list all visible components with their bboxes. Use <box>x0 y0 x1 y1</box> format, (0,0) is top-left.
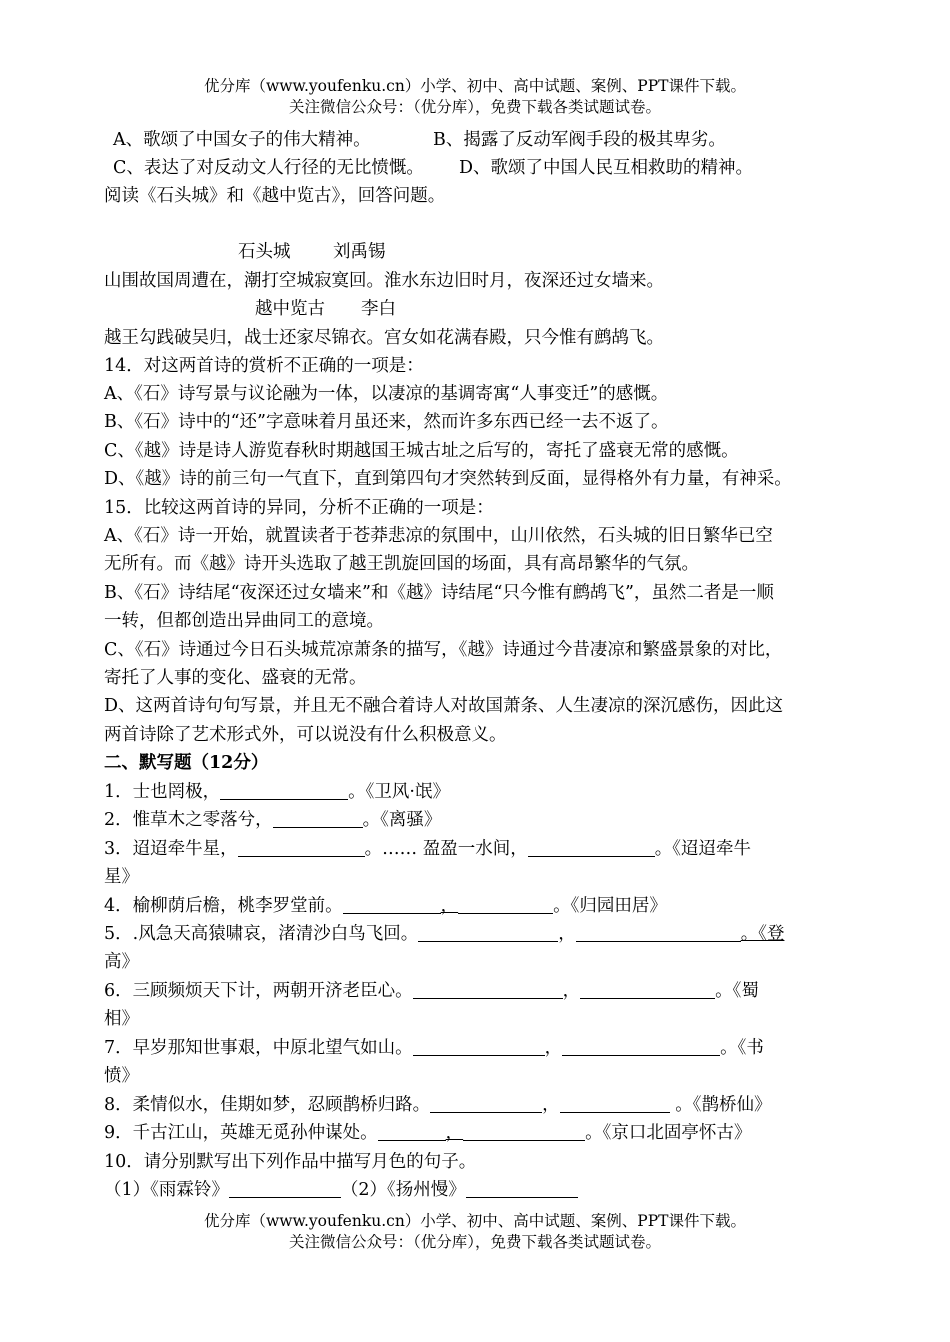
poem2-author: 李白 <box>361 299 396 319</box>
prev-option-a: A、歌颂了中国女子的伟大精神。 <box>113 130 371 150</box>
q3-answer-blank-2[interactable] <box>528 838 655 857</box>
q1-answer-blank[interactable] <box>220 781 348 800</box>
q7-source-continued: 愤》 <box>104 1066 139 1086</box>
section2-title: 二、默写题（12分） <box>104 753 269 773</box>
q1-source: 。《卫风·氓》 <box>348 782 450 802</box>
q2-prompt: 2．惟草木之零落兮， <box>104 810 273 830</box>
dictation-q8 <box>104 1093 771 1117</box>
q4-prompt: 4．榆柳荫后檐，桃李罗堂前。 <box>104 896 343 916</box>
q9-answer-blank-1[interactable] <box>378 1122 446 1141</box>
q14-option-a: A、《石》诗写景与议论融为一体，以凄凉的基调寄寓“人事变迁”的感慨。 <box>104 384 669 404</box>
q7-source: 。《书 <box>720 1038 764 1058</box>
q6-source-continued: 相》 <box>104 1009 139 1029</box>
dictation-q9 <box>104 1121 751 1145</box>
q14-option-c: C、《越》诗是诗人游览春秋时期越国王城古址之后写的，寄托了盛衰无常的感慨。 <box>104 441 739 461</box>
q5-prompt: 5．.风急天高猿啸哀，渚清沙白鸟飞回。 <box>104 924 419 944</box>
q9-prompt: 9．千古江山，英雄无觅孙仲谋处。 <box>104 1123 378 1143</box>
q6-prompt: 6．三顾频烦天下计，两朝开济老臣心。 <box>104 981 413 1001</box>
q3-prompt: 3．迢迢牵牛星， <box>104 839 238 859</box>
q15-option-b-line2: 一转，但都创造出异曲同工的意境。 <box>104 611 384 631</box>
q5-answer-blank-2[interactable] <box>576 923 741 942</box>
q4-answer-blank-2[interactable] <box>458 895 553 914</box>
q9-comma: ， <box>445 1123 464 1143</box>
poem2-text: 越王勾践破吴归，战士还家尽锦衣。宫女如花满春殿，只今惟有鹧鸪飞。 <box>104 328 664 348</box>
q5-comma: ， <box>558 924 576 944</box>
prev-option-b: B、揭露了反动军阀手段的极其卑劣。 <box>433 130 726 150</box>
q10-part1-blank[interactable] <box>229 1179 341 1198</box>
q7-prompt: 7．早岁那知世事艰，中原北望气如山。 <box>104 1038 413 1058</box>
q10-part2-label: （2）《扬州慢》 <box>340 1180 466 1200</box>
dictation-q6 <box>104 979 759 1003</box>
q5-answer-blank-1[interactable] <box>418 923 558 942</box>
dictation-q1 <box>104 780 450 804</box>
q3-source: 。《迢迢牵牛 <box>654 839 751 859</box>
footer-line-1: 优分库（www.youfenku.cn）小学、初中、高中试题、案例、PPT课件下载。 <box>203 1212 747 1230</box>
poem1-author: 刘禹锡 <box>333 242 386 262</box>
q8-comma: ， <box>542 1095 560 1115</box>
q1-prompt: 1．士也罔极， <box>104 782 221 802</box>
q10-part2-blank[interactable] <box>466 1179 578 1198</box>
q4-comma: ， <box>440 896 459 916</box>
q6-answer-blank-2[interactable] <box>580 980 715 999</box>
dictation-q3 <box>104 837 751 861</box>
q14-option-d: D、《越》诗的前三句一气直下，直到第四句才突然转到反面，显得格外有力量，有神采。 <box>104 469 792 489</box>
q14-stem: 14．对这两首诗的赏析不正确的一项是： <box>104 356 424 376</box>
q10-part1-label: （1）《雨霖铃》 <box>104 1180 229 1200</box>
q7-comma: ， <box>544 1038 563 1058</box>
q15-option-c-line1: C、《石》诗通过今日石头城荒凉萧条的描写，《越》诗通过今昔凄凉和繁盛景象的对比， <box>104 640 783 660</box>
q15-option-d-line1: D、这两首诗句句写景，并且无不融合着诗人对故国萧条、人生凄凉的深沉感伤，因此这 <box>104 696 784 716</box>
q6-source: 。《蜀 <box>715 981 759 1001</box>
dictation-q10-answers <box>104 1178 578 1202</box>
q15-stem: 15．比较这两首诗的异同，分析不正确的一项是： <box>104 498 494 518</box>
dictation-q5 <box>104 922 784 946</box>
header-line-1: 优分库（www.youfenku.cn）小学、初中、高中试题、案例、PPT课件下载。 <box>203 77 747 95</box>
q9-answer-blank-2[interactable] <box>463 1122 585 1141</box>
q3-answer-blank-1[interactable] <box>238 838 365 857</box>
q8-answer-blank-2[interactable] <box>560 1094 670 1113</box>
dictation-q2 <box>104 808 441 832</box>
prev-option-c: C、表达了对反动文人行径的无比愤慨。 <box>113 158 424 178</box>
q4-answer-blank-1[interactable] <box>343 895 441 914</box>
q9-source: 。《京口北固亭怀古》 <box>585 1123 752 1143</box>
q6-answer-blank-1[interactable] <box>413 980 563 999</box>
dictation-q7 <box>104 1036 764 1060</box>
q15-option-a-line1: A、《石》诗一开始，就置读者于苍莽悲凉的氛围中，山川依然，石头城的旧日繁华已空 <box>104 526 773 546</box>
q8-source: 。《鹊桥仙》 <box>669 1095 772 1115</box>
q15-option-a-line2: 无所有。而《越》诗开头选取了越王凯旋回国的场面，具有高昂繁华的气氛。 <box>104 554 699 574</box>
q10-stem: 10．请分别默写出下列作品中描写月色的句子。 <box>104 1152 477 1172</box>
q15-option-b-line1: B、《石》诗结尾“夜深还过女墙来”和《越》诗结尾“只今惟有鹧鸪飞”，虽然二者是一顺 <box>104 583 774 603</box>
q2-source: 。《离骚》 <box>362 810 442 830</box>
q3-source-continued: 星》 <box>104 867 139 887</box>
q8-answer-blank-1[interactable] <box>430 1094 542 1113</box>
q15-option-d-line2: 两首诗除了艺术形式外，可以说没有什么积极意义。 <box>104 725 507 745</box>
poem2-title: 越中览古 <box>255 299 325 319</box>
poem1-text: 山围故国周遭在，潮打空城寂寞回。淮水东边旧时月，夜深还过女墙来。 <box>104 271 664 291</box>
q5-source-continued: 高》 <box>104 952 139 972</box>
footer-line-2: 关注微信公众号：（优分库），免费下载各类试题试卷。 <box>288 1233 661 1251</box>
q3-middle: 。…… 盈盈一水间， <box>364 839 528 859</box>
q14-option-b: B、《石》诗中的“还”字意味着月虽还来，然而许多东西已经一去不返了。 <box>104 412 669 432</box>
q7-answer-blank-1[interactable] <box>413 1037 545 1056</box>
dictation-q4 <box>104 894 667 918</box>
q8-prompt: 8．柔情似水，佳期如梦，忍顾鹊桥归路。 <box>104 1095 431 1115</box>
q5-source: 。《登 <box>740 924 785 944</box>
q4-source: 。《归园田居》 <box>553 896 667 916</box>
q7-answer-blank-2[interactable] <box>562 1037 720 1056</box>
reading-intro: 阅读《石头城》和《越中览古》，回答问题。 <box>104 186 446 206</box>
q6-comma: ， <box>562 981 581 1001</box>
prev-option-d: D、歌颂了中国人民互相救助的精神。 <box>459 158 754 178</box>
q15-option-c-line2: 寄托了人事的变化、盛衰的无常。 <box>104 668 367 688</box>
header-line-2: 关注微信公众号：（优分库），免费下载各类试题试卷。 <box>288 98 661 116</box>
q2-answer-blank[interactable] <box>273 809 363 828</box>
poem1-title: 石头城 <box>238 242 291 262</box>
